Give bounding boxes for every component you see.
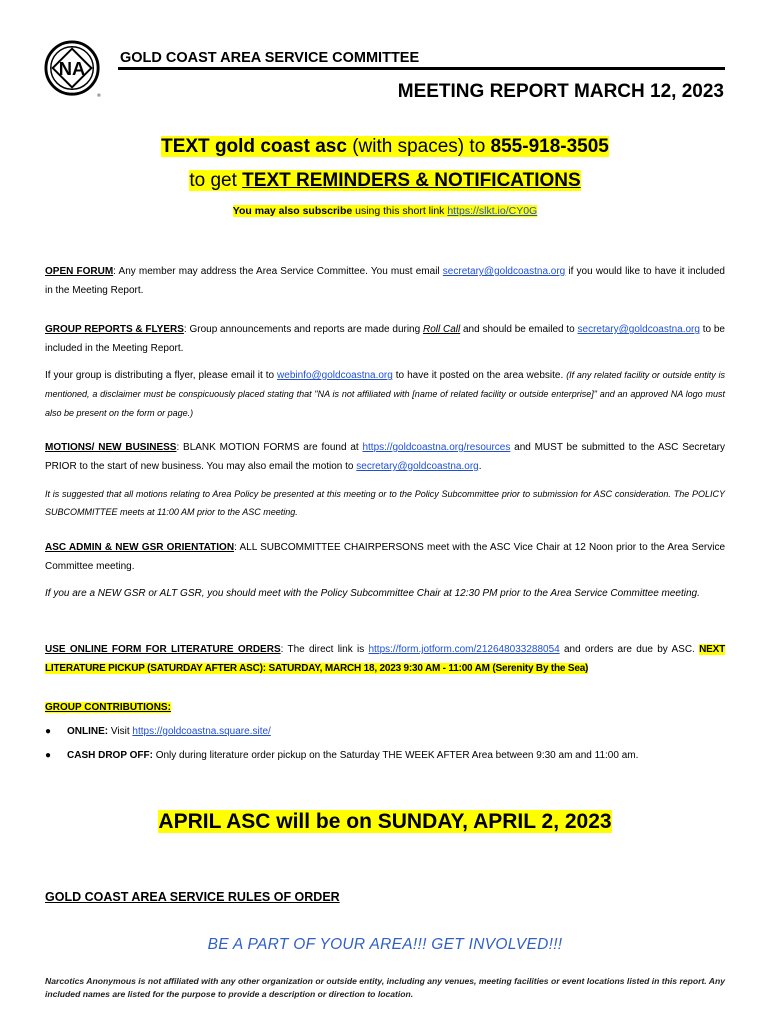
square-site-link[interactable]: https://goldcoastna.square.site/ (132, 726, 271, 737)
subscribe-link[interactable]: https://slkt.io/CY0G (447, 205, 538, 217)
motions-note: It is suggested that all motions relating to Area Policy be presented at this meeting or to the Policy Subcommittee prior to submission for ASC consideration. The POLICY SUBCOMMITTEE meets at 11:00 AM prior to the ASC meeting. (45, 489, 725, 517)
text-keyword: TEXT gold coast asc (161, 136, 347, 157)
webinfo-email-link[interactable]: webinfo@goldcoastna.org (277, 370, 393, 381)
roll-call: Roll Call (422, 324, 461, 335)
motions-label: MOTIONS/ NEW BUSINESS (45, 442, 177, 453)
resources-link[interactable]: https://goldcoastna.org/resources (362, 442, 511, 453)
literature-pickup: NEXT LITERATURE PICKUP (SATURDAY AFTER ASC): SATURDAY, MARCH 18, 2023 9:30 AM - 11:00 AM (Serenity By the Sea) (45, 644, 725, 674)
flyer-disclaimer: (If any related facility or outside entity is mentioned, a disclaimer must be conspicuously placed stating that "NA is not affiliated with [name of related facility or outside enterprise]" and an approved NA logo must also be present on the form or page.) (45, 370, 725, 418)
online-bullet: ● ONLINE: Visit https://goldcoastna.square.site/ (45, 726, 271, 737)
reminders-heading: TEXT REMINDERS & NOTIFICATIONS (242, 170, 581, 191)
svg-text:®: ® (97, 94, 101, 98)
header-rule (118, 67, 725, 70)
group-reports-email-link[interactable]: secretary@goldcoastna.org (577, 324, 700, 335)
bullet-icon: ● (45, 750, 52, 761)
group-reports-paragraph: GROUP REPORTS & FLYERS: Group announcements and reports are made during Roll Call and should be emailed to secretary@goldcoastna.org to be included in the Meeting Report. (45, 324, 725, 354)
open-forum-paragraph: OPEN FORUM: Any member may address the Area Service Committee. You must email secretary@goldcoastna.org if you would like to have it included in the Meeting Report. (45, 266, 725, 296)
text-banner-line1: TEXT gold coast asc (with spaces) to 855-918-3505 (161, 136, 609, 157)
get-involved-banner: BE A PART OF YOUR AREA!!! GET INVOLVED!!! (207, 936, 563, 953)
orientation-paragraph: ASC ADMIN & NEW GSR ORIENTATION: ALL SUBCOMMITTEE CHAIRPERSONS meet with the ASC Vice Chair at 12 Noon prior to the Area Service Committee meeting. (45, 542, 726, 572)
open-forum-email-link[interactable]: secretary@goldcoastna.org (442, 266, 566, 277)
org-name: GOLD COAST AREA SERVICE COMMITTEE (120, 50, 420, 66)
cash-bullet: ● CASH DROP OFF: Only during literature order pickup on the Saturday THE WEEK AFTER Area between 9:30 am and 11:00 am. (45, 750, 639, 761)
orientation-note: If you are a NEW GSR or ALT GSR, you should meet with the Policy Subcommittee Chair at 12:30 PM prior to the Area Service Committee meeting. (45, 588, 700, 599)
text-banner-line2: to get TEXT REMINDERS & NOTIFICATIONS (189, 170, 581, 191)
contributions-heading (45, 698, 725, 717)
flyer-paragraph: If your group is distributing a flyer, please email it to webinfo@goldcoastna.org to have it posted on the area website. (If any related facility or outside entity is mentioned, a disclaimer must be conspicuously placed stating that "NA is not affiliated with [name of related facility or outside enterprise]" and an approved NA logo must also be present on the form or page.) (45, 370, 725, 418)
text-number: 855-918-3505 (490, 136, 609, 157)
motions-email-link[interactable]: secretary@goldcoastna.org (356, 461, 479, 472)
motions-paragraph: MOTIONS/ NEW BUSINESS: BLANK MOTION FORMS are found at https://goldcoastna.org/resources and MUST be submitted to the ASC Secretary PRIOR to the start of new business. You may also email the motion to secretary@goldcoastna.org. (45, 442, 725, 472)
bullet-icon: ● (45, 726, 52, 737)
april-asc-notice: APRIL ASC will be on SUNDAY, APRIL 2, 2023 (158, 810, 612, 833)
literature-label: USE ONLINE FORM FOR LITERATURE ORDERS (45, 644, 281, 655)
literature-form-link[interactable]: https://form.jotform.com/212648033288054 (368, 644, 560, 655)
open-forum-label: OPEN FORUM (45, 266, 114, 277)
report-title: MEETING REPORT MARCH 12, 2023 (397, 81, 724, 102)
group-reports-label: GROUP REPORTS & FLYERS (45, 324, 184, 335)
rules-of-order-title: GOLD COAST AREA SERVICE RULES OF ORDER (45, 890, 340, 904)
contributions-label: GROUP CONTRIBUTIONS: (45, 702, 171, 713)
na-logo-icon (44, 40, 102, 98)
orientation-label: ASC ADMIN & NEW GSR ORIENTATION (45, 542, 235, 553)
na-disclaimer: Narcotics Anonymous is not affiliated with any other organization or outside entity, including any venues, meeting facilities or event locations listed in this report. Any included names are listed for the purpose to provide a description or direction to location. (45, 976, 725, 999)
literature-paragraph: USE ONLINE FORM FOR LITERATURE ORDERS: The direct link is https://form.jotform.com/212648033288054 and orders are due by ASC. NEXT LITERATURE PICKUP (SATURDAY AFTER ASC): SATURDAY, MARCH 18, 2023 9:30 AM - 11:00 AM (Serenity By the Sea) (45, 644, 725, 674)
subscribe-line: You may also subscribe using this short link https://slkt.io/CY0G (232, 205, 538, 217)
logo-text: NA (58, 57, 86, 79)
